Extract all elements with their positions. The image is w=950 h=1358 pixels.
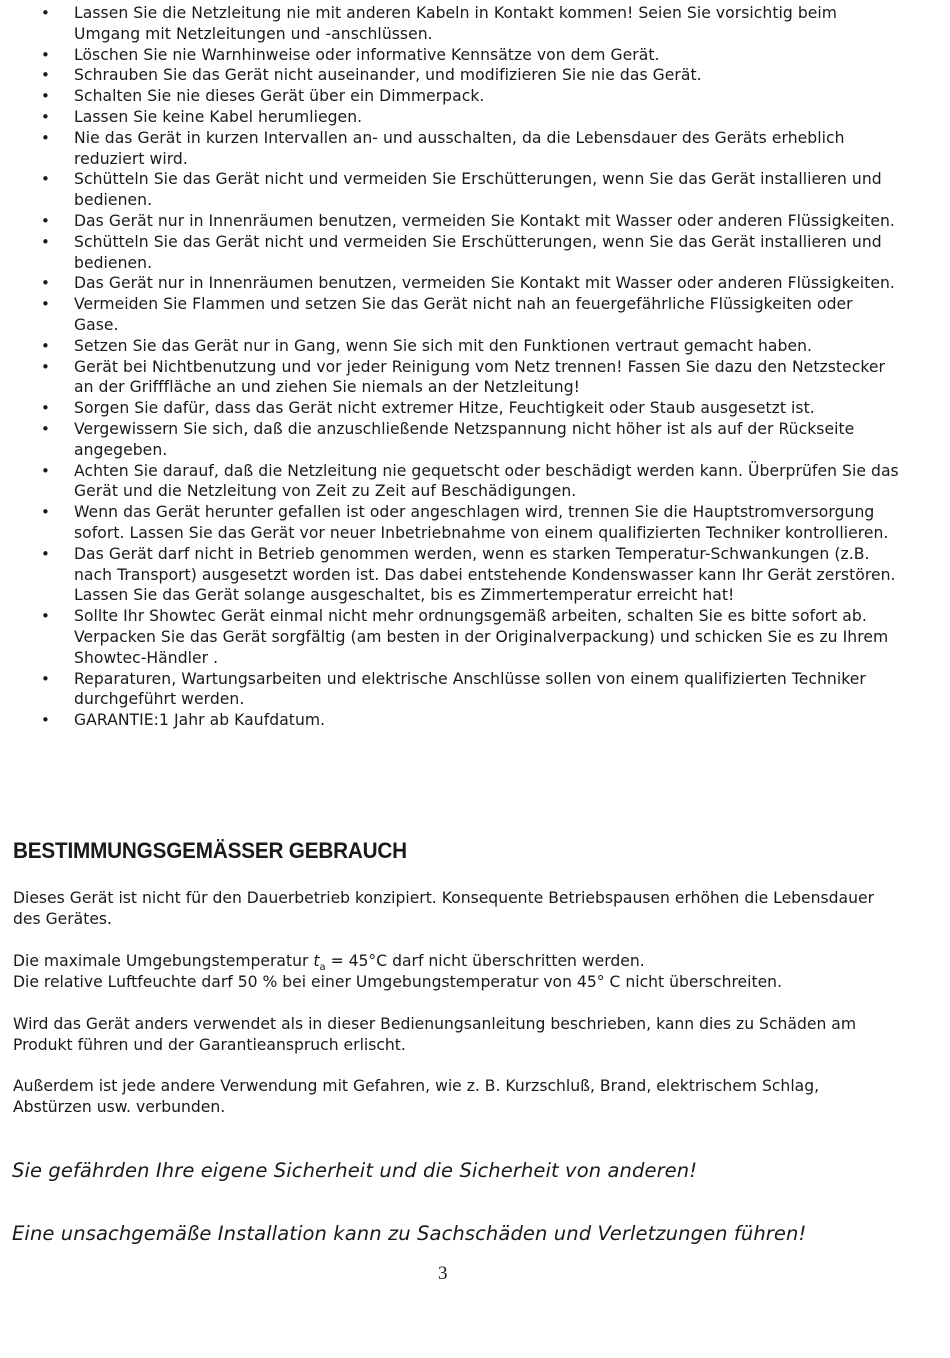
warning-installation: Eine unsachgemäße Installation kann zu Sachschäden und Verletzungen führen! xyxy=(12,1222,807,1245)
temperature-symbol: t xyxy=(313,952,320,970)
list-item: • Lassen Sie die Netzleitung nie mit anderen Kabeln in Kontakt kommen! Seien Sie vorsichtig beim Umgang mit Netzleitungen und -anschlüssen. xyxy=(0,3,900,45)
list-item: • Nie das Gerät in kurzen Intervallen an- und ausschalten, da die Lebensdauer des Geräts erheblich reduziert wird. xyxy=(0,128,900,170)
paragraph-dangers: Außerdem ist jede andere Verwendung mit Gefahren, wie z. B. Kurzschluß, Brand, elektrischem Schlag, Abstürzen usw. verbunden. xyxy=(13,1077,820,1116)
list-item: • Schalten Sie nie dieses Gerät über ein Dimmerpack. xyxy=(0,86,900,107)
max-temperature-text-start: Die maximale Umgebungstemperatur xyxy=(13,952,314,970)
list-item: • Schütteln Sie das Gerät nicht und vermeiden Sie Erschütterungen, wenn Sie das Gerät installieren und bedienen. xyxy=(0,232,900,274)
paragraph-duty-cycle: Dieses Gerät ist nicht für den Dauerbetrieb konzipiert. Konsequente Betriebspausen erhöhen die Lebensdauer des Gerätes. xyxy=(13,889,874,928)
section-heading: BESTIMMUNGSGEMÄSSER GEBRAUCH xyxy=(13,838,407,863)
list-item: • Reparaturen, Wartungsarbeiten und elektrische Anschlüsse sollen von einem qualifizierten Techniker durchgeführt werden. xyxy=(0,669,900,711)
list-item: • Sollte Ihr Showtec Gerät einmal nicht mehr ordnungsgemäß arbeiten, schalten Sie es bitte sofort ab. Verpacken Sie das Gerät sorgfältig (am besten in der Originalverpackung) und schicken Sie es zu Ihrem Showtec-Händler . xyxy=(0,606,900,668)
list-item: • Vermeiden Sie Flammen und setzen Sie das Gerät nicht nah an feuergefährliche Flüssigkeiten oder Gase. xyxy=(0,294,900,336)
temperature-subscript: a xyxy=(319,962,326,974)
paragraph-humidity: Die relative Luftfeuchte darf 50 % bei einer Umgebungstemperatur von 45° C nicht überschreiten. xyxy=(13,973,783,991)
list-item: • Schrauben Sie das Gerät nicht auseinander, und modifizieren Sie nie das Gerät. xyxy=(0,65,900,86)
list-item: • GARANTIE:1 Jahr ab Kaufdatum. xyxy=(0,710,900,731)
list-item: • Sorgen Sie dafür, dass das Gerät nicht extremer Hitze, Feuchtigkeit oder Staub ausgesetzt ist. xyxy=(0,398,900,419)
list-item: • Lassen Sie keine Kabel herumliegen. xyxy=(0,107,900,128)
list-item: • Das Gerät nur in Innenräumen benutzen, vermeiden Sie Kontakt mit Wasser oder anderen Flüssigkeiten. xyxy=(0,211,900,232)
list-item: • Das Gerät nur in Innenräumen benutzen, vermeiden Sie Kontakt mit Wasser oder anderen Flüssigkeiten. xyxy=(0,273,900,294)
warning-safety: Sie gefährden Ihre eigene Sicherheit und die Sicherheit von anderen! xyxy=(12,1159,698,1182)
list-item: • Setzen Sie das Gerät nur in Gang, wenn Sie sich mit den Funktionen vertraut gemacht haben. xyxy=(0,336,900,357)
list-item: • Wenn das Gerät herunter gefallen ist oder angeschlagen wird, trennen Sie die Hauptstromversorgung sofort. Lassen Sie das Gerät vor neuer Inbetriebnahme von einem qualifizierten Techniker kontrollieren. xyxy=(0,502,900,544)
max-temperature-text-end: = 45°C darf nicht überschritten werden. xyxy=(325,952,645,970)
paragraph-misuse: Wird das Gerät anders verwendet als in dieser Bedienungsanleitung beschrieben, kann dies zu Schäden am Produkt führen und der Garantieanspruch erlischt. xyxy=(13,1015,857,1054)
list-item: • Vergewissern Sie sich, daß die anzuschließende Netzspannung nicht höher ist als auf der Rückseite angegeben. xyxy=(0,419,900,461)
page-number: 3 xyxy=(438,1263,448,1284)
list-item: • Achten Sie darauf, daß die Netzleitung nie gequetscht oder beschädigt werden kann. Überprüfen Sie das Gerät und die Netzleitung von Zeit zu Zeit auf Beschädigungen. xyxy=(0,461,900,503)
list-item: • Schütteln Sie das Gerät nicht und vermeiden Sie Erschütterungen, wenn Sie das Gerät installieren und bedienen. xyxy=(0,169,900,211)
safety-bullet-list xyxy=(0,3,900,731)
list-item: • Gerät bei Nichtbenutzung und vor jeder Reinigung vom Netz trennen! Fassen Sie dazu den Netzstecker an der Grifffläche an und ziehen Sie niemals an der Netzleitung! xyxy=(0,357,900,399)
list-item: • Löschen Sie nie Warnhinweise oder informative Kennsätze von dem Gerät. xyxy=(0,45,900,66)
list-item: • Das Gerät darf nicht in Betrieb genommen werden, wenn es starken Temperatur-Schwankungen (z.B. nach Transport) ausgesetzt worden ist. Das dabei entstehende Kondenswasser kann Ihr Gerät zerstören. Lassen Sie das Gerät solange ausgeschaltet, bis es Zimmertemperatur erreicht hat! xyxy=(0,544,900,606)
